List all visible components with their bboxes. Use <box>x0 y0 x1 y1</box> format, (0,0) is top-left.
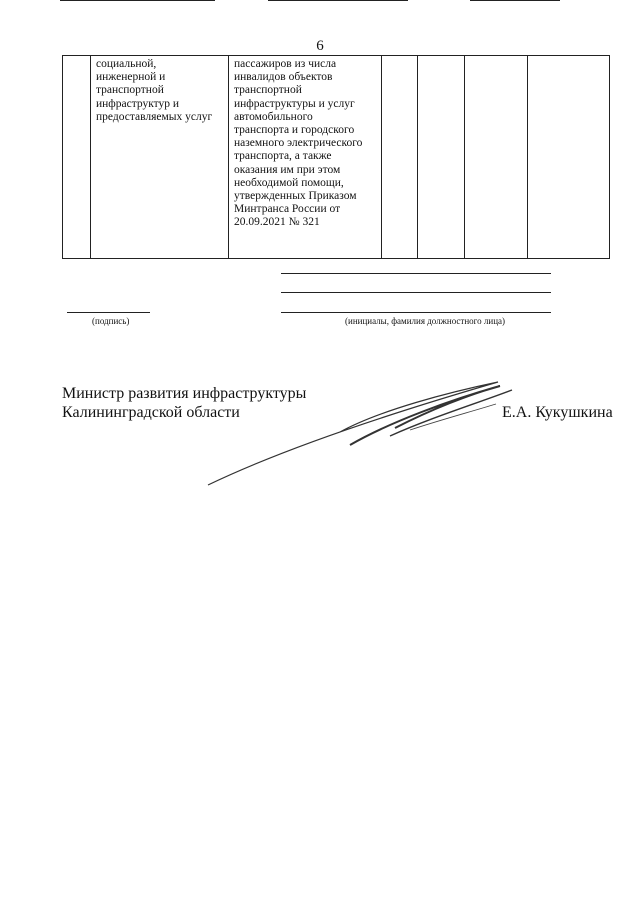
table-cell-requirement-group <box>91 56 229 259</box>
table-cell-requirement-source <box>229 56 382 259</box>
minister-name: Е.А. Кукушкина <box>502 404 613 421</box>
requirement-group-text: социальной, инженерной и транспортной инфраструктур и предоставляемых услуг <box>96 58 213 123</box>
signature-line <box>67 312 150 313</box>
table-cell-empty-3 <box>465 56 528 259</box>
requirement-source-text: пассажиров из числа инвалидов объектов транспортной инфраструктуры и услуг автомобильного транспорта и городского наземного электрического транспорта, а также оказания им при этом необходимой помощи, утвержденных Приказом Минтранса России от 20.09.2021 № 321 <box>234 58 363 229</box>
top-rule-left <box>60 0 215 1</box>
minister-position-line-2: Калининградской области <box>62 404 240 421</box>
table-cell-empty-4 <box>528 56 610 259</box>
table-row <box>63 56 610 259</box>
handwritten-signature <box>200 370 520 490</box>
top-rule-middle <box>268 0 408 1</box>
top-rule-right <box>470 0 560 1</box>
official-name-line-3 <box>281 312 551 313</box>
continuation-table <box>62 55 610 259</box>
table-cell-number <box>63 56 91 259</box>
signature-caption: (подпись) <box>92 316 130 326</box>
name-caption: (инициалы, фамилия должностного лица) <box>345 316 506 326</box>
official-name-line-1 <box>281 273 551 274</box>
table-cell-empty-2 <box>418 56 465 259</box>
page-number: 6 <box>316 38 324 54</box>
minister-position-line-1: Министр развития инфраструктуры <box>62 385 307 402</box>
table-cell-empty-1 <box>382 56 418 259</box>
official-name-line-2 <box>281 292 551 293</box>
